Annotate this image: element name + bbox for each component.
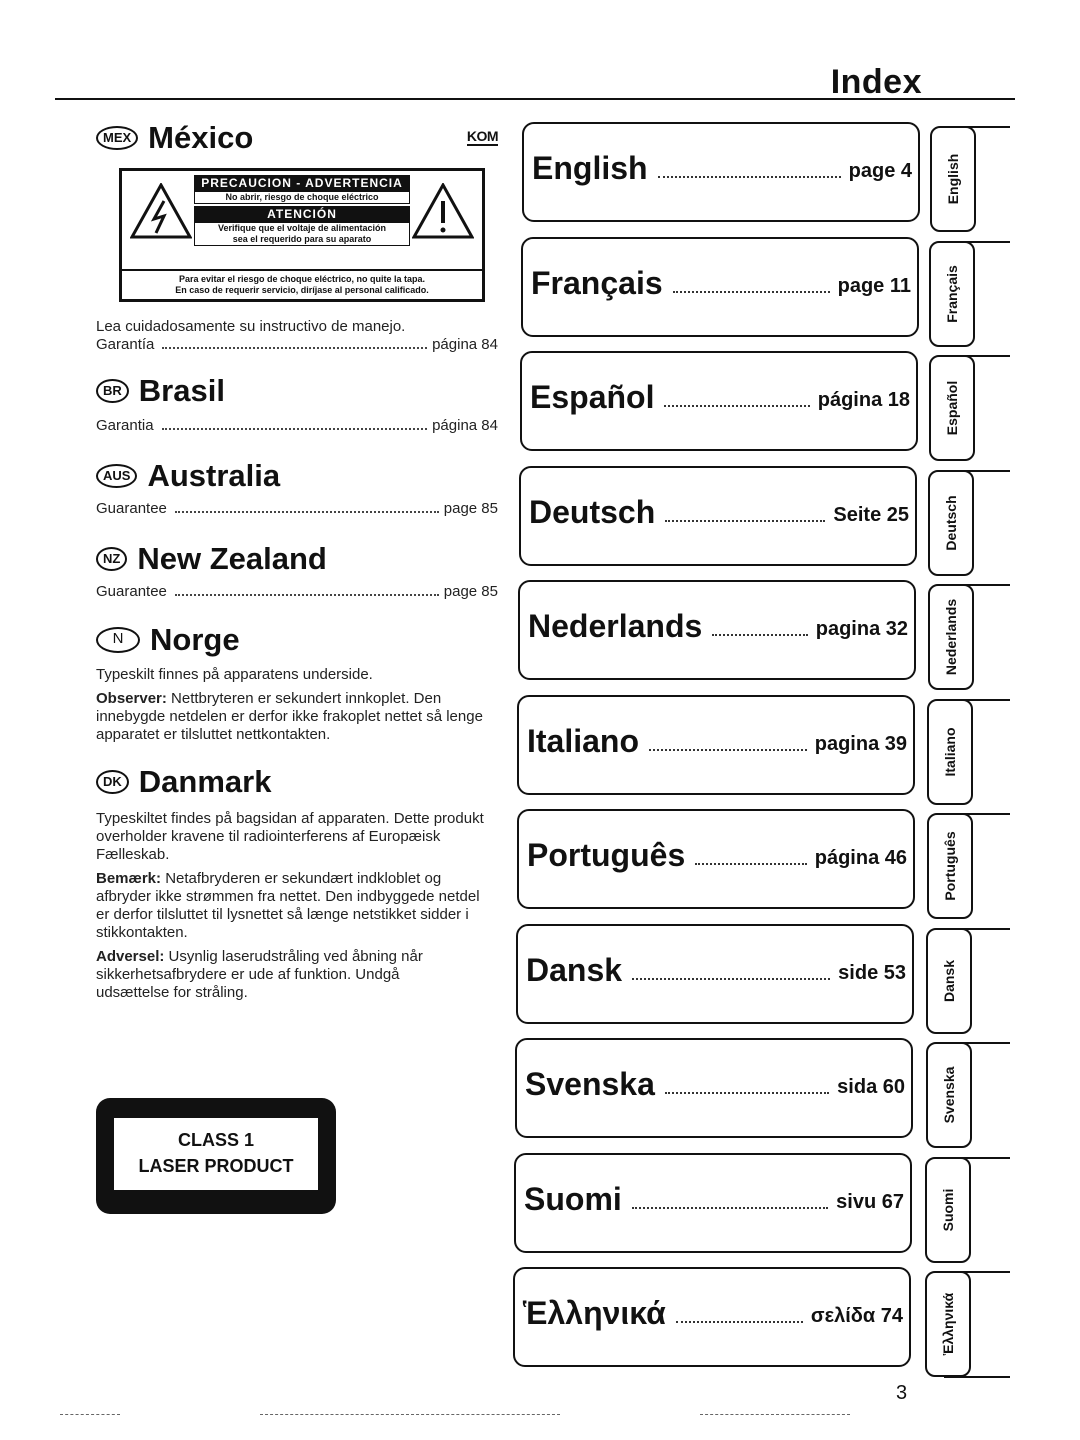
dot-leader <box>162 428 428 430</box>
language-page-ref: pagina 39 <box>814 733 907 755</box>
norge-text-2 <box>96 690 486 744</box>
australia-heading <box>96 456 498 496</box>
language-name: Italiano <box>527 723 640 759</box>
language-thumb-tab[interactable] <box>930 126 976 232</box>
tab-label: Deutsch <box>943 495 959 551</box>
ref-page: page 85 <box>443 500 498 517</box>
tab-rule <box>944 813 1010 815</box>
language-entry[interactable] <box>515 1038 913 1138</box>
language-thumb-tab[interactable] <box>928 470 974 576</box>
warning-text <box>194 175 410 246</box>
country-section <box>96 118 498 1002</box>
language-name: English <box>532 150 648 186</box>
language-thumb-tab[interactable] <box>925 1157 971 1263</box>
language-page-ref: página 18 <box>817 389 910 411</box>
tab-label: Dansk <box>941 959 957 1003</box>
tab-label: Português <box>942 831 958 901</box>
dot-leader <box>673 291 830 293</box>
mexico-heading <box>96 118 498 158</box>
dot-leader <box>175 594 439 596</box>
ref-page: página 84 <box>432 417 498 434</box>
tab-rule <box>944 470 1010 472</box>
language-thumb-tab[interactable] <box>929 355 975 461</box>
language-entry[interactable] <box>517 695 915 795</box>
language-thumb-tab[interactable] <box>927 699 973 805</box>
tab-label: Français <box>944 265 960 323</box>
mexico-block <box>96 118 498 353</box>
dot-leader <box>658 176 841 178</box>
brasil-block <box>96 371 498 434</box>
language-entry[interactable] <box>517 809 915 909</box>
language-entry[interactable] <box>521 237 919 337</box>
warning-line-3: ATENCIÓN <box>194 206 410 222</box>
dot-leader <box>649 749 807 751</box>
dot-leader <box>712 634 808 636</box>
language-page-ref: σελίδα 74 <box>810 1305 903 1327</box>
language-thumb-tab[interactable] <box>928 584 974 690</box>
brasil-heading <box>96 371 498 411</box>
dot-leader <box>632 1207 828 1209</box>
warning-line-4: Verifique que el voltaje de alimentación <box>194 222 410 234</box>
electric-hazard-icon <box>130 183 192 239</box>
tab-label: Nederlands <box>943 598 959 676</box>
ref-label: Guarantee <box>96 500 167 517</box>
language-page-ref: sida 60 <box>837 1076 905 1098</box>
ref-label: Garantia <box>96 417 154 434</box>
language-entry[interactable] <box>522 122 920 222</box>
dot-leader <box>632 978 830 980</box>
language-name: Dansk <box>526 952 623 988</box>
country-badge-nz: NZ <box>96 547 127 571</box>
danmark-block <box>96 762 498 1002</box>
language-entry[interactable] <box>513 1267 911 1367</box>
tab-rule <box>944 1271 1010 1273</box>
danmark-text-3-lead: Adversel: <box>96 948 165 965</box>
tab-label: Ἑλληνικά <box>940 1292 956 1356</box>
danmark-heading <box>96 762 498 802</box>
danmark-text-3 <box>96 948 476 1002</box>
norge-text-1: Typeskilt finnes på apparatens underside. <box>96 666 373 683</box>
tab-label: Svenska <box>941 1066 957 1124</box>
language-name: Deutsch <box>529 494 656 530</box>
tab-rule <box>944 126 1010 128</box>
language-name: Español <box>530 379 655 415</box>
warning-line-1: PRECAUCION - ADVERTENCIA <box>194 175 410 191</box>
language-entry[interactable] <box>519 466 917 566</box>
ref-page: página 84 <box>432 336 498 353</box>
language-page-ref: page 4 <box>848 160 912 182</box>
tab-label: Italiano <box>942 727 958 777</box>
country-badge-mex: MEX <box>96 126 138 150</box>
newzealand-heading <box>96 539 498 579</box>
danmark-title: Danmark <box>138 764 272 799</box>
newzealand-guarantee-ref <box>96 583 498 600</box>
laser-line-1: CLASS 1 <box>177 1130 255 1150</box>
tab-rule <box>944 699 1010 701</box>
warning-footer <box>122 269 482 299</box>
tab-rule <box>944 1376 1010 1378</box>
laser-product-label <box>96 1098 336 1214</box>
language-name: Português <box>527 837 686 873</box>
brasil-title: Brasil <box>138 373 225 408</box>
norge-heading <box>96 620 498 660</box>
danmark-text-2-lead: Bemærk: <box>96 870 162 887</box>
dot-leader <box>676 1321 803 1323</box>
danmark-text-2-body: Netafbryderen er sekundært indkloblet og afbryder ikke strømmen fra nettet. Den indbyggede netdel er derfor tilsluttet til lysnettet så længe netstikket sidder i stikkontakten. <box>96 870 480 941</box>
dot-leader <box>175 511 439 513</box>
australia-title: Australia <box>147 458 281 493</box>
mexico-title: México <box>148 120 254 155</box>
warning-line-5: sea el requerido para su aparato <box>194 234 410 246</box>
warning-label <box>119 168 485 302</box>
warning-line-7: En caso de requerir servicio, diríjase al personal calificado. <box>175 285 429 295</box>
mexico-text: Lea cuidadosamente su instructivo de manejo. <box>96 318 406 335</box>
footer-mark <box>260 1414 560 1415</box>
language-entry[interactable] <box>516 924 914 1024</box>
dot-leader <box>695 863 807 865</box>
language-name: Suomi <box>524 1181 622 1217</box>
footer-mark <box>60 1414 120 1415</box>
dot-leader <box>664 405 810 407</box>
laser-line-2: LASER PRODUCT <box>138 1156 294 1176</box>
language-entry[interactable] <box>518 580 916 680</box>
norge-text-2-body: Nettbryteren er sekundert innkoplet. Den innebygde netdelen er derfor ikke frakoplet nettet så lenge apparatet er tilsluttet nettkontakten. <box>96 690 483 743</box>
language-thumb-tab[interactable] <box>926 1042 972 1148</box>
country-badge-dk: DK <box>96 770 129 794</box>
tab-label: Suomi <box>940 1188 956 1232</box>
page-number: 3 <box>896 1382 908 1404</box>
language-page-ref: side 53 <box>838 962 906 984</box>
tab-rule <box>944 928 1010 930</box>
language-name: Français <box>531 265 663 301</box>
ref-page: page 85 <box>443 583 498 600</box>
country-badge-n: N <box>96 627 140 653</box>
language-entry[interactable] <box>514 1153 912 1253</box>
dot-leader <box>665 520 825 522</box>
danmark-text-1: Typeskiltet findes på bagsidan af apparaten. Dette produkt overholder kravene til radiointerferens af Europæisk Fælleskab. <box>96 810 484 863</box>
ref-label: Garantía <box>96 336 155 353</box>
language-name: Ἑλληνικά <box>523 1295 666 1331</box>
newzealand-block <box>96 539 498 600</box>
tab-label: English <box>945 153 961 205</box>
mexico-guarantee-ref <box>96 336 498 353</box>
tab-rule <box>944 1042 1010 1044</box>
warning-line-2: No abrir, riesgo de choque eléctrico <box>194 191 410 204</box>
tab-rule <box>944 1157 1010 1159</box>
language-thumb-tab[interactable] <box>926 928 972 1034</box>
norge-block <box>96 620 498 744</box>
kom-mark: KOM <box>466 128 498 144</box>
country-badge-aus: AUS <box>96 464 137 488</box>
language-page-ref: sivu 67 <box>836 1191 904 1213</box>
exclamation-hazard-icon <box>412 183 474 239</box>
norge-text-2-lead: Observer: <box>96 690 167 707</box>
tab-rule <box>944 355 1010 357</box>
norge-title: Norge <box>150 622 240 657</box>
footer-mark <box>700 1414 850 1415</box>
tab-label: Español <box>944 380 960 436</box>
language-thumb-tab[interactable] <box>927 813 973 919</box>
language-thumb-tab[interactable] <box>929 241 975 347</box>
tab-rule <box>944 241 1010 243</box>
language-name: Nederlands <box>528 608 703 644</box>
country-badge-br: BR <box>96 379 129 403</box>
australia-block <box>96 456 498 517</box>
australia-guarantee-ref <box>96 500 498 517</box>
laser-label-text <box>114 1118 318 1190</box>
brasil-guarantee-ref <box>96 417 498 434</box>
language-page-ref: página 46 <box>814 847 907 869</box>
dot-leader <box>665 1092 829 1094</box>
page-title: Index <box>830 63 922 101</box>
language-page-ref: pagina 32 <box>815 618 908 640</box>
language-page-ref: page 11 <box>837 275 911 297</box>
danmark-text-2 <box>96 870 486 942</box>
language-thumb-tab[interactable] <box>925 1271 971 1377</box>
dot-leader <box>162 347 427 349</box>
language-name: Svenska <box>525 1066 655 1102</box>
language-page-ref: Seite 25 <box>833 504 909 526</box>
warning-line-6: Para evitar el riesgo de choque eléctrico, no quite la tapa. <box>178 274 426 284</box>
danmark-text-3-body: Usynlig laserudstråling ved åbning når sikkerhetsafbrydere er ude af funktion. Undgå udsættelse for stråling. <box>96 948 423 1001</box>
ref-label: Guarantee <box>96 583 167 600</box>
language-entry[interactable] <box>520 351 918 451</box>
newzealand-title: New Zealand <box>137 541 327 576</box>
tab-rule <box>944 584 1010 586</box>
